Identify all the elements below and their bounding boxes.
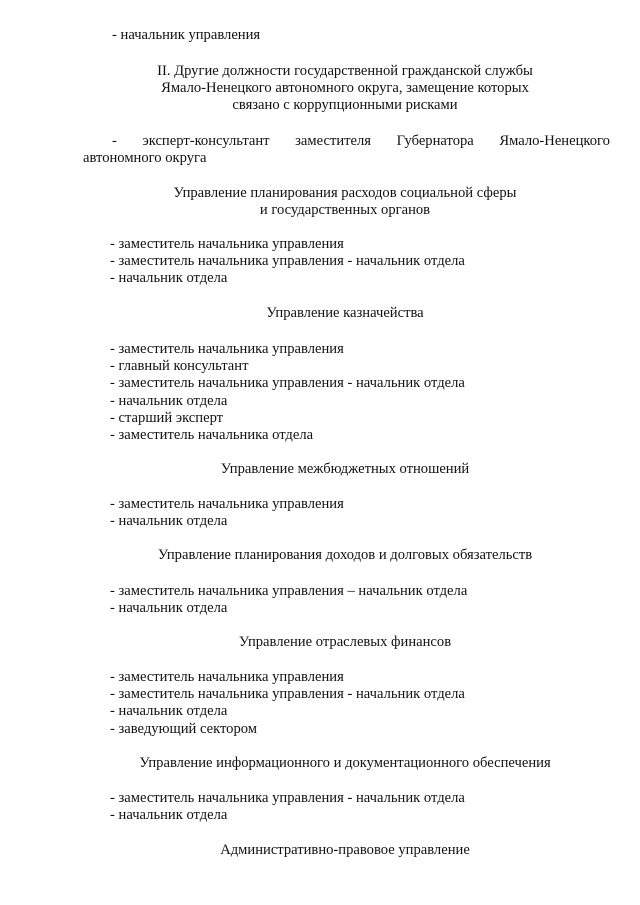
section-heading-line: Ямало-Ненецкого автономного округа, замещение которых: [161, 80, 529, 96]
expert-word: эксперт-консультант: [142, 133, 270, 149]
section-heading-line: связано с коррупционными рисками: [232, 97, 458, 113]
list-item: - начальник управления: [112, 27, 261, 43]
expert-paragraph-line: [112, 133, 610, 150]
list-item: - заместитель начальника управления - начальник отдела: [110, 790, 465, 806]
list-item: - начальник отдела: [110, 513, 228, 530]
department-title: Управление планирования доходов и долговых обязательств: [157, 547, 533, 563]
position-list: [110, 669, 465, 738]
expert-word: заместителя: [295, 133, 372, 149]
list-item: - начальник отдела: [110, 270, 228, 287]
department-title: Управление межбюджетных отношений: [220, 461, 470, 477]
list-item: - начальник отдела: [110, 807, 228, 824]
position-list: [110, 790, 465, 824]
list-item: - начальник отдела: [110, 703, 228, 720]
list-item: - заместитель начальника управления – начальник отдела: [110, 583, 468, 599]
list-item: - заведующий сектором: [110, 720, 258, 737]
expert-word: Губернатора: [396, 133, 474, 149]
list-item: - заместитель начальника управления - начальник отдела: [110, 253, 465, 270]
expert-word: Ямало-Ненецкого: [499, 133, 610, 149]
position-list: [110, 236, 465, 288]
list-item: - заместитель начальника управления: [110, 236, 344, 252]
list-item: - главный консультант: [110, 358, 249, 375]
department-title: Административно-правовое управление: [220, 842, 470, 858]
department-title: Управление отраслевых финансов: [238, 634, 452, 650]
list-item: - заместитель начальника управления: [110, 341, 344, 357]
list-item: - заместитель начальника управления - начальник отдела: [110, 375, 465, 392]
position-list: [110, 496, 344, 530]
position-list: [110, 583, 467, 617]
list-item: - начальник отдела: [110, 600, 228, 617]
department-title: Управление казначейства: [266, 305, 424, 321]
expert-paragraph-continuation: автономного округа: [83, 150, 207, 166]
list-item: - заместитель начальника отдела: [110, 426, 314, 443]
list-item: - начальник отдела: [110, 392, 228, 409]
expert-word: -: [112, 133, 117, 149]
department-title: Управление планирования расходов социальной сферы: [173, 185, 517, 201]
department-title: Управление информационного и документационного обеспечения: [139, 755, 551, 771]
list-item: - заместитель начальника управления: [110, 669, 344, 685]
list-item: - старший эксперт: [110, 409, 224, 426]
position-list: [110, 341, 465, 444]
section-heading-line: II. Другие должности государственной гражданской службы: [157, 63, 533, 79]
department-title: и государственных органов: [259, 202, 431, 218]
list-item: - заместитель начальника управления: [110, 496, 344, 512]
list-item: - заместитель начальника управления - начальник отдела: [110, 686, 465, 703]
